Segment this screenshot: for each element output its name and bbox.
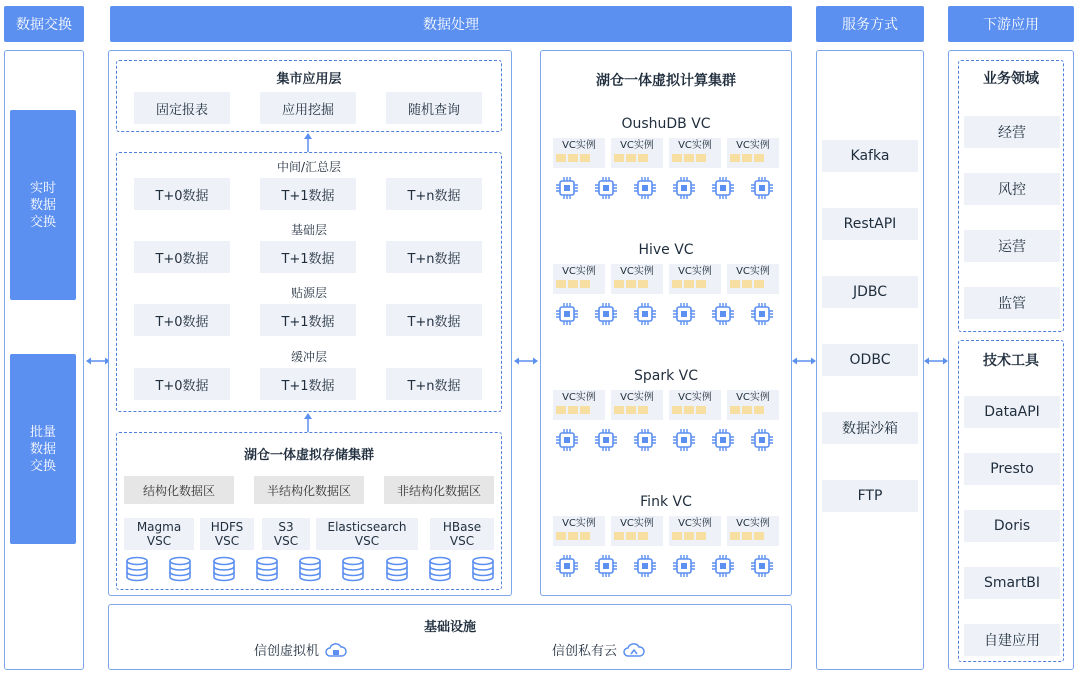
mart-item: 应用挖掘	[260, 92, 356, 124]
mart-layer-title: 集市应用层	[276, 72, 342, 87]
tech-tools	[958, 340, 1064, 662]
vc-instance-bars	[611, 532, 663, 540]
vc-instance-bars	[611, 280, 663, 288]
database-icon	[167, 556, 193, 582]
storage-zone: 半结构化数据区	[254, 476, 364, 504]
bar	[696, 406, 706, 414]
layer-item: T+1数据	[260, 241, 356, 273]
bar	[684, 532, 694, 540]
header-service-mode: 服务方式	[816, 6, 924, 42]
vc-instance-bars	[727, 280, 779, 288]
bidirectional-arrow-icon	[512, 354, 540, 368]
layer-title: 缓冲层	[290, 350, 327, 364]
cpu-chip-icon	[711, 176, 735, 200]
infra-item-vm	[254, 640, 347, 659]
service-item: FTP	[822, 480, 918, 512]
vc-instance-label: VC实例	[562, 392, 596, 403]
vc-instance-bars	[727, 532, 779, 540]
cpu-chip-icon	[594, 554, 618, 578]
bar	[568, 280, 578, 288]
vc-instance	[727, 390, 779, 420]
infra-item-cloud	[552, 640, 645, 659]
storage-zone: 非结构化数据区	[384, 476, 494, 504]
layer-title: 中间/汇总层	[276, 160, 342, 174]
vc-instance	[727, 516, 779, 546]
bar	[626, 280, 636, 288]
bar	[556, 532, 566, 540]
layer-item: T+n数据	[386, 368, 482, 400]
cpu-chip-icon	[672, 176, 696, 200]
vc-instance	[669, 138, 721, 168]
batch-exchange-box: 批量 数据 交换	[10, 354, 76, 544]
vc-instance-bars	[553, 154, 605, 162]
layer-item: T+0数据	[134, 178, 230, 210]
vc-instance-label: VC实例	[620, 518, 654, 529]
tool-item: Presto	[964, 453, 1060, 485]
vc-instance-bars	[669, 154, 721, 162]
header-downstream: 下游应用	[948, 6, 1074, 42]
vc-instance	[727, 138, 779, 168]
vc-instance-bars	[553, 280, 605, 288]
vc-title: Fink VC	[640, 494, 692, 510]
bar	[580, 532, 590, 540]
bar	[684, 406, 694, 414]
vc-instance-label: VC实例	[736, 518, 770, 529]
vsc-box: Magma VSC	[124, 518, 194, 550]
vc-instance	[669, 264, 721, 294]
vsc-box: S3 VSC	[262, 518, 310, 550]
bar	[696, 154, 706, 162]
tool-item: 自建应用	[964, 624, 1060, 656]
header-data-exchange: 数据交换	[4, 6, 84, 42]
bar	[614, 154, 624, 162]
bar	[672, 532, 682, 540]
cpu-chip-icon	[750, 302, 774, 326]
vc-instance-bars	[611, 154, 663, 162]
bar	[580, 406, 590, 414]
vc-instance-bars	[669, 280, 721, 288]
bar	[626, 406, 636, 414]
vc-instance-bars	[669, 406, 721, 414]
vc-instance-label: VC实例	[678, 392, 712, 403]
vc-instance-label: VC实例	[620, 392, 654, 403]
cpu-chip-icon	[555, 176, 579, 200]
vc-instance-bars	[669, 532, 721, 540]
cpu-chip-icon	[711, 428, 735, 452]
vc-instance-bars	[611, 406, 663, 414]
database-icon	[427, 556, 453, 582]
vc-instance	[611, 264, 663, 294]
bar	[742, 280, 752, 288]
bar	[684, 154, 694, 162]
bar	[754, 154, 764, 162]
infra-item-label: 信创私有云	[552, 644, 618, 659]
cpu-chip-icon	[750, 554, 774, 578]
tech-tools-title: 技术工具	[983, 353, 1039, 369]
cpu-chip-icon	[594, 176, 618, 200]
database-icon	[254, 556, 280, 582]
vc-instance-label: VC实例	[736, 392, 770, 403]
vc-instance	[553, 264, 605, 294]
vc-instance-label: VC实例	[678, 266, 712, 277]
business-item: 监管	[964, 287, 1060, 319]
vsc-box: Elasticsearch VSC	[316, 518, 418, 550]
bar	[626, 154, 636, 162]
database-icon	[211, 556, 237, 582]
bar	[754, 406, 764, 414]
vc-instance-label: VC实例	[736, 140, 770, 151]
database-icon	[297, 556, 323, 582]
cpu-chip-icon	[633, 428, 657, 452]
bidirectional-arrow-icon	[790, 354, 818, 368]
infrastructure-panel	[108, 604, 792, 670]
bar	[696, 280, 706, 288]
bar	[684, 280, 694, 288]
database-icon-row	[124, 556, 496, 582]
bar	[672, 406, 682, 414]
cpu-chip-icon	[594, 302, 618, 326]
cpu-chip-icon	[672, 554, 696, 578]
layer-item: T+1数据	[260, 178, 356, 210]
cpu-chip-icon	[672, 302, 696, 326]
cloud-icon	[623, 641, 645, 659]
database-icon	[340, 556, 366, 582]
service-item: Kafka	[822, 140, 918, 172]
vsc-box: HDFS VSC	[200, 518, 254, 550]
cpu-chip-icon	[633, 554, 657, 578]
realtime-exchange-box: 实时 数据 交换	[10, 110, 76, 300]
bar	[754, 532, 764, 540]
bar	[638, 532, 648, 540]
layer-item: T+0数据	[134, 304, 230, 336]
cpu-chip-icon	[594, 428, 618, 452]
bar	[742, 406, 752, 414]
business-item: 风控	[964, 173, 1060, 205]
mart-item: 随机查询	[386, 92, 482, 124]
bar	[730, 532, 740, 540]
bar	[614, 532, 624, 540]
service-item: JDBC	[822, 276, 918, 308]
tool-item: DataAPI	[964, 396, 1060, 428]
bar	[672, 280, 682, 288]
vc-instance	[611, 138, 663, 168]
cpu-chip-icon	[555, 302, 579, 326]
header-data-processing: 数据处理	[110, 6, 792, 42]
bar	[696, 532, 706, 540]
cpu-chip-icon	[711, 302, 735, 326]
vc-instance-label: VC实例	[620, 140, 654, 151]
infra-item-label: 信创虚拟机	[254, 644, 320, 659]
vc-instance-label: VC实例	[562, 266, 596, 277]
bar	[556, 154, 566, 162]
vc-instance	[553, 516, 605, 546]
service-item: RestAPI	[822, 208, 918, 240]
layer-item: T+1数据	[260, 368, 356, 400]
vc-instance-bars	[727, 154, 779, 162]
cpu-chip-icon	[750, 428, 774, 452]
bar	[568, 154, 578, 162]
database-icon	[124, 556, 150, 582]
infrastructure-title: 基础设施	[423, 620, 476, 635]
bar	[568, 532, 578, 540]
compute-cluster-title: 湖仓一体虚拟计算集群	[596, 73, 736, 89]
bar	[580, 154, 590, 162]
cpu-chip-icon	[555, 554, 579, 578]
bar	[730, 280, 740, 288]
layer-item: T+n数据	[386, 241, 482, 273]
bar	[626, 532, 636, 540]
bar	[638, 280, 648, 288]
bar	[638, 154, 648, 162]
bar	[638, 406, 648, 414]
storage-zone: 结构化数据区	[124, 476, 234, 504]
service-item: 数据沙箱	[822, 412, 918, 444]
up-arrow-icon	[302, 412, 314, 432]
bar	[730, 406, 740, 414]
bar	[742, 154, 752, 162]
cloud-lock-icon	[325, 641, 347, 659]
bar	[556, 280, 566, 288]
cpu-chip-icon	[750, 176, 774, 200]
cpu-chip-icon	[711, 554, 735, 578]
up-arrow-icon	[302, 132, 314, 152]
layer-item: T+1数据	[260, 304, 356, 336]
service-item: ODBC	[822, 344, 918, 376]
cpu-chip-icon	[633, 176, 657, 200]
vc-instance	[669, 390, 721, 420]
bar	[742, 532, 752, 540]
vc-instance	[727, 264, 779, 294]
vc-instance-bars	[553, 406, 605, 414]
bar	[614, 406, 624, 414]
vc-instance-label: VC实例	[562, 140, 596, 151]
mart-item: 固定报表	[134, 92, 230, 124]
bar	[672, 154, 682, 162]
bar	[568, 406, 578, 414]
vsc-box: HBase VSC	[430, 518, 494, 550]
cpu-chip-icon	[672, 428, 696, 452]
vc-instance-label: VC实例	[562, 518, 596, 529]
bar	[556, 406, 566, 414]
bar	[730, 154, 740, 162]
vc-instance-bars	[727, 406, 779, 414]
vc-instance-label: VC实例	[678, 518, 712, 529]
vc-instance-label: VC实例	[620, 266, 654, 277]
layer-item: T+0数据	[134, 241, 230, 273]
business-domain-title: 业务领域	[983, 71, 1039, 87]
vc-instance	[611, 516, 663, 546]
vc-title: Spark VC	[633, 368, 699, 384]
vc-instance	[553, 138, 605, 168]
vc-instance	[611, 390, 663, 420]
storage-cluster-title: 湖仓一体虚拟存储集群	[243, 448, 374, 463]
vc-instance	[669, 516, 721, 546]
layer-item: T+n数据	[386, 178, 482, 210]
vc-title: Hive VC	[638, 242, 694, 258]
database-icon	[384, 556, 410, 582]
bar	[614, 280, 624, 288]
vc-instance	[553, 390, 605, 420]
tool-item: Doris	[964, 510, 1060, 542]
business-item: 运营	[964, 230, 1060, 262]
database-icon	[470, 556, 496, 582]
cpu-chip-icon	[555, 428, 579, 452]
cpu-chip-icon	[633, 302, 657, 326]
bar	[754, 280, 764, 288]
vc-title: OushuDB VC	[621, 116, 711, 132]
layer-title: 基础层	[290, 223, 327, 237]
bidirectional-arrow-icon	[922, 354, 950, 368]
layer-item: T+0数据	[134, 368, 230, 400]
layer-item: T+n数据	[386, 304, 482, 336]
vc-instance-bars	[553, 532, 605, 540]
bar	[580, 280, 590, 288]
vc-instance-label: VC实例	[736, 266, 770, 277]
layer-title: 贴源层	[290, 286, 327, 300]
tool-item: SmartBI	[964, 567, 1060, 599]
business-item: 经营	[964, 116, 1060, 148]
vc-instance-label: VC实例	[678, 140, 712, 151]
